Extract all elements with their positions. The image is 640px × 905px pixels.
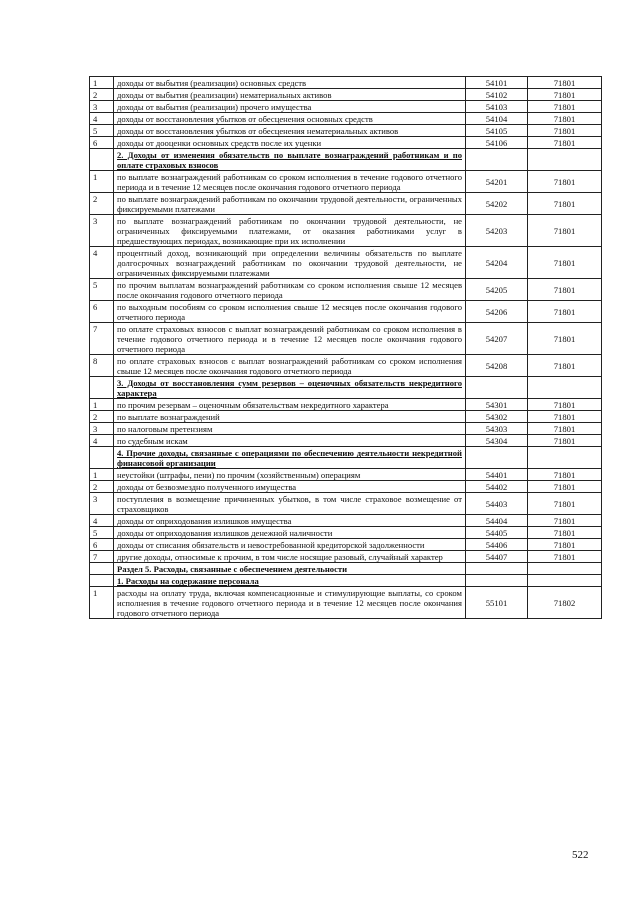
symbol-code-text: 54301	[485, 400, 508, 410]
symbol-code	[466, 171, 528, 193]
symbol-code-text: 54205	[485, 285, 508, 295]
symbol-code-text: 54106	[485, 138, 508, 148]
row-description-text: по прочим выплатам вознаграждений работникам со сроком исполнения свыше 12 месяцев после окончания годового отчетного периода	[117, 280, 462, 300]
account-code	[528, 171, 602, 193]
row-number	[90, 551, 114, 563]
row-description-text: по судебным искам	[117, 436, 188, 446]
row-description-text: доходы от выбытия (реализации) нематериальных активов	[117, 90, 332, 100]
symbol-code	[466, 575, 528, 587]
account-code	[528, 587, 602, 619]
row-number-text: 5	[93, 280, 98, 290]
table-row	[90, 279, 602, 301]
account-code	[528, 377, 602, 399]
row-number	[90, 575, 114, 587]
row-description	[114, 125, 466, 137]
account-code-text: 71801	[553, 424, 576, 434]
row-number	[90, 323, 114, 355]
account-code	[528, 399, 602, 411]
account-code	[528, 125, 602, 137]
row-description-text: по выплате вознаграждений работникам по окончании трудовой деятельности, не ограниченных фиксируемыми платежами, от оказания работниками услуг в предшествующих периодах, возникающие при их исполнении	[117, 216, 462, 246]
symbol-code	[466, 377, 528, 399]
account-code-text: 71802	[553, 598, 576, 608]
section-heading-text: 3. Доходы от восстановления сумм резервов – оценочных обязательств некредитного характера	[117, 378, 462, 398]
section-heading-row	[90, 377, 602, 399]
account-code	[528, 447, 602, 469]
row-description-text: доходы от дооценки основных средств после их уценки	[117, 138, 322, 148]
symbol-code-text: 54401	[485, 470, 508, 480]
account-code-text: 71801	[553, 361, 576, 371]
symbol-code	[466, 563, 528, 575]
account-code-text: 71801	[553, 499, 576, 509]
account-code-text: 71801	[553, 334, 576, 344]
account-code-text: 71801	[553, 528, 576, 538]
row-description-text: процентный доход, возникающий при определении величины обязательств по выплате долгосрочных вознаграждений работникам по окончании трудовой деятельности, не ограниченных фиксируемыми платежами	[117, 248, 462, 278]
row-number-text: 7	[93, 552, 98, 562]
table-row	[90, 113, 602, 125]
row-description-text: по оплате страховых взносов с выплат вознаграждений работникам со сроком исполнения в течение годового отчетного периода и в течение 12 месяцев после окончания годового отчетного периода	[117, 324, 462, 354]
row-number-text: 1	[93, 78, 98, 88]
row-number-text: 1	[93, 588, 98, 598]
account-code	[528, 193, 602, 215]
symbol-code	[466, 137, 528, 149]
row-number	[90, 377, 114, 399]
section-heading	[114, 563, 466, 575]
row-number-text: 3	[93, 494, 98, 504]
table-row	[90, 493, 602, 515]
row-number-text: 2	[93, 482, 98, 492]
table-row	[90, 411, 602, 423]
symbol-code-text: 54405	[485, 528, 508, 538]
section-heading-row	[90, 149, 602, 171]
table-row	[90, 77, 602, 89]
table-row	[90, 587, 602, 619]
symbol-code-text: 54406	[485, 540, 508, 550]
account-code-text: 71801	[553, 126, 576, 136]
symbol-code	[466, 113, 528, 125]
symbol-code	[466, 149, 528, 171]
row-description	[114, 435, 466, 447]
account-code	[528, 113, 602, 125]
row-description-text: по выплате вознаграждений работникам со сроком исполнения в течение годового отчетного периода и в течение 12 месяцев после окончания годового отчетного периода	[117, 172, 462, 192]
account-code-text: 71801	[553, 199, 576, 209]
symbol-code	[466, 527, 528, 539]
row-description-text: по прочим резервам – оценочным обязательствам некредитного характера	[117, 400, 389, 410]
row-number-text: 3	[93, 424, 98, 434]
section-heading-row	[90, 563, 602, 575]
symbol-code-text: 54102	[485, 90, 508, 100]
row-description-text: поступления в возмещение причиненных убытков, в том числе страховое возмещение от страховщиков	[117, 494, 462, 514]
symbol-code-text: 54202	[485, 199, 508, 209]
symbol-code-text: 54302	[485, 412, 508, 422]
table-row	[90, 539, 602, 551]
symbol-code-text: 54201	[485, 177, 508, 187]
symbol-code-text: 54404	[485, 516, 508, 526]
symbol-code	[466, 587, 528, 619]
account-code	[528, 279, 602, 301]
account-code	[528, 493, 602, 515]
section-heading-row	[90, 447, 602, 469]
symbol-code	[466, 423, 528, 435]
account-code-text: 71801	[553, 516, 576, 526]
account-code-text: 71801	[553, 552, 576, 562]
row-description	[114, 171, 466, 193]
symbol-code	[466, 355, 528, 377]
page-number: 522	[572, 849, 589, 861]
accounts-table	[89, 76, 602, 619]
row-description	[114, 469, 466, 481]
symbol-code	[466, 323, 528, 355]
section-heading	[114, 149, 466, 171]
row-description	[114, 301, 466, 323]
table-row	[90, 193, 602, 215]
row-number-text: 4	[93, 114, 98, 124]
row-description	[114, 89, 466, 101]
section-heading	[114, 447, 466, 469]
account-code-text: 71801	[553, 436, 576, 446]
account-code	[528, 435, 602, 447]
symbol-code	[466, 399, 528, 411]
table-row	[90, 137, 602, 149]
row-number	[90, 493, 114, 515]
table-row	[90, 551, 602, 563]
row-number	[90, 527, 114, 539]
symbol-code	[466, 493, 528, 515]
table-row	[90, 399, 602, 411]
row-description-text: доходы от оприходования излишков имущества	[117, 516, 292, 526]
row-description	[114, 423, 466, 435]
symbol-code-text: 54303	[485, 424, 508, 434]
account-code-text: 71801	[553, 540, 576, 550]
row-number-text: 6	[93, 302, 98, 312]
row-description	[114, 411, 466, 423]
account-code	[528, 301, 602, 323]
row-description	[114, 323, 466, 355]
row-description-text: доходы от выбытия (реализации) основных средств	[117, 78, 307, 88]
row-description	[114, 77, 466, 89]
account-code-text: 71801	[553, 400, 576, 410]
row-number	[90, 411, 114, 423]
account-code-text: 71801	[553, 138, 576, 148]
symbol-code	[466, 89, 528, 101]
symbol-code-text: 54103	[485, 102, 508, 112]
row-description-text: доходы от восстановления убытков от обесценения основных средств	[117, 114, 373, 124]
row-description-text: по выходным пособиям со сроком исполнения свыше 12 месяцев после окончания годового отчетного периода	[117, 302, 462, 322]
row-number	[90, 77, 114, 89]
row-description	[114, 193, 466, 215]
row-description-text: доходы от безвозмездно полученного имущества	[117, 482, 297, 492]
row-number-text: 6	[93, 540, 98, 550]
account-code	[528, 551, 602, 563]
row-number	[90, 171, 114, 193]
account-code-text: 71801	[553, 90, 576, 100]
account-code	[528, 149, 602, 171]
account-code	[528, 323, 602, 355]
row-number-text: 1	[93, 400, 98, 410]
row-number	[90, 515, 114, 527]
row-number	[90, 447, 114, 469]
table-row	[90, 323, 602, 355]
account-code	[528, 539, 602, 551]
row-description	[114, 587, 466, 619]
section-heading-row	[90, 575, 602, 587]
row-description	[114, 279, 466, 301]
account-code	[528, 89, 602, 101]
account-code	[528, 77, 602, 89]
account-code-text: 71801	[553, 177, 576, 187]
table-row	[90, 469, 602, 481]
section-heading-text: 4. Прочие доходы, связанные с операциями по обеспечению деятельности некредитной финансовой организации	[117, 448, 462, 468]
row-number	[90, 247, 114, 279]
row-number	[90, 355, 114, 377]
row-number	[90, 149, 114, 171]
table-row	[90, 423, 602, 435]
account-code-text: 71801	[553, 482, 576, 492]
account-code	[528, 101, 602, 113]
section-heading	[114, 575, 466, 587]
symbol-code	[466, 469, 528, 481]
table-row	[90, 301, 602, 323]
row-description	[114, 101, 466, 113]
row-number-text: 4	[93, 248, 98, 258]
account-code	[528, 469, 602, 481]
account-code	[528, 563, 602, 575]
row-number	[90, 101, 114, 113]
symbol-code-text: 54206	[485, 307, 508, 317]
account-code-text: 71801	[553, 307, 576, 317]
table-row	[90, 125, 602, 137]
account-code	[528, 355, 602, 377]
row-number-text: 3	[93, 102, 98, 112]
row-number-text: 7	[93, 324, 98, 334]
row-number-text: 2	[93, 90, 98, 100]
account-code	[528, 527, 602, 539]
table-row	[90, 247, 602, 279]
row-description	[114, 247, 466, 279]
table-row	[90, 527, 602, 539]
symbol-code-text: 54304	[485, 436, 508, 446]
row-number	[90, 563, 114, 575]
account-code-text: 71801	[553, 226, 576, 236]
account-code	[528, 215, 602, 247]
account-code-text: 71801	[553, 412, 576, 422]
row-description-text: доходы от оприходования излишков денежной наличности	[117, 528, 333, 538]
row-number	[90, 587, 114, 619]
row-number	[90, 215, 114, 247]
table-row	[90, 215, 602, 247]
table-row	[90, 481, 602, 493]
symbol-code	[466, 447, 528, 469]
row-number	[90, 469, 114, 481]
row-number-text: 5	[93, 528, 98, 538]
symbol-code	[466, 515, 528, 527]
symbol-code	[466, 101, 528, 113]
account-code-text: 71801	[553, 258, 576, 268]
symbol-code-text: 54204	[485, 258, 508, 268]
row-number	[90, 301, 114, 323]
row-number	[90, 481, 114, 493]
row-description-text: по выплате вознаграждений работникам по окончании трудовой деятельности, ограниченных фиксируемыми платежами	[117, 194, 462, 214]
symbol-code	[466, 539, 528, 551]
table-row	[90, 435, 602, 447]
row-number	[90, 193, 114, 215]
row-number-text: 1	[93, 172, 98, 182]
row-number	[90, 399, 114, 411]
row-number	[90, 125, 114, 137]
row-number	[90, 539, 114, 551]
accounts-table-body	[90, 77, 602, 619]
account-code-text: 71801	[553, 470, 576, 480]
symbol-code	[466, 193, 528, 215]
row-description-text: по налоговым претензиям	[117, 424, 213, 434]
symbol-code-text: 54208	[485, 361, 508, 371]
symbol-code-text: 54407	[485, 552, 508, 562]
row-number-text: 4	[93, 516, 98, 526]
row-description-text: доходы от списания обязательств и невостребованной кредиторской задолженности	[117, 540, 425, 550]
row-description	[114, 527, 466, 539]
symbol-code	[466, 551, 528, 563]
row-description	[114, 137, 466, 149]
symbol-code	[466, 435, 528, 447]
symbol-code	[466, 125, 528, 137]
row-description-text: неустойки (штрафы, пени) по прочим (хозяйственным) операциям	[117, 470, 361, 480]
table-row	[90, 89, 602, 101]
row-description-text: доходы от выбытия (реализации) прочего имущества	[117, 102, 312, 112]
section-heading-text: Раздел 5. Расходы, связанные с обеспечением деятельности	[117, 564, 348, 574]
row-description-text: по оплате страховых взносов с выплат вознаграждений работникам со сроком исполнения свыше 12 месяцев после окончания годового отчетного периода	[117, 356, 462, 376]
row-description-text: доходы от восстановления убытков от обесценения нематериальных активов	[117, 126, 399, 136]
account-code-text: 71801	[553, 78, 576, 88]
account-code	[528, 515, 602, 527]
account-code	[528, 423, 602, 435]
row-number-text: 4	[93, 436, 98, 446]
row-number	[90, 435, 114, 447]
account-code	[528, 481, 602, 493]
account-code-text: 71801	[553, 114, 576, 124]
row-description	[114, 113, 466, 125]
row-description	[114, 355, 466, 377]
row-description	[114, 481, 466, 493]
symbol-code-text: 54105	[485, 126, 508, 136]
table-row	[90, 355, 602, 377]
row-number-text: 5	[93, 126, 98, 136]
row-number	[90, 279, 114, 301]
symbol-code	[466, 301, 528, 323]
symbol-code-text: 54403	[485, 499, 508, 509]
row-description-text: по выплате вознаграждений	[117, 412, 220, 422]
symbol-code	[466, 215, 528, 247]
account-code-text: 71801	[553, 102, 576, 112]
account-code-text: 71801	[553, 285, 576, 295]
account-code	[528, 575, 602, 587]
table-row	[90, 101, 602, 113]
symbol-code-text: 54203	[485, 226, 508, 236]
row-number	[90, 423, 114, 435]
symbol-code-text: 54104	[485, 114, 508, 124]
symbol-code	[466, 279, 528, 301]
row-number-text: 6	[93, 138, 98, 148]
row-description-text: другие доходы, относимые к прочим, в том числе носящие разовый, случайный характер	[117, 552, 443, 562]
symbol-code-text: 54402	[485, 482, 508, 492]
row-description	[114, 493, 466, 515]
account-code	[528, 247, 602, 279]
row-number	[90, 113, 114, 125]
symbol-code	[466, 77, 528, 89]
row-number	[90, 137, 114, 149]
account-code	[528, 137, 602, 149]
symbol-code-text: 55101	[485, 598, 508, 608]
row-description	[114, 551, 466, 563]
row-number-text: 3	[93, 216, 98, 226]
row-number-text: 2	[93, 194, 98, 204]
symbol-code-text: 54101	[485, 78, 508, 88]
row-description	[114, 399, 466, 411]
row-number-text: 2	[93, 412, 98, 422]
account-code	[528, 411, 602, 423]
row-number	[90, 89, 114, 101]
section-heading-text: 1. Расходы на содержание персонала	[117, 576, 259, 586]
symbol-code	[466, 481, 528, 493]
row-description	[114, 515, 466, 527]
row-description	[114, 539, 466, 551]
symbol-code	[466, 247, 528, 279]
section-heading-text: 2. Доходы от изменения обязательств по выплате вознаграждений работникам и по оплате страховых взносов	[117, 150, 462, 170]
row-number-text: 8	[93, 356, 98, 366]
row-description-text: расходы на оплату труда, включая компенсационные и стимулирующие выплаты, со сроком исполнения в течение годового отчетного периода и в течение 12 месяцев после окончания годового отчетного периода	[117, 588, 462, 618]
row-description	[114, 215, 466, 247]
table-row	[90, 171, 602, 193]
table-row	[90, 515, 602, 527]
row-number-text: 1	[93, 470, 98, 480]
section-heading	[114, 377, 466, 399]
symbol-code-text: 54207	[485, 334, 508, 344]
symbol-code	[466, 411, 528, 423]
